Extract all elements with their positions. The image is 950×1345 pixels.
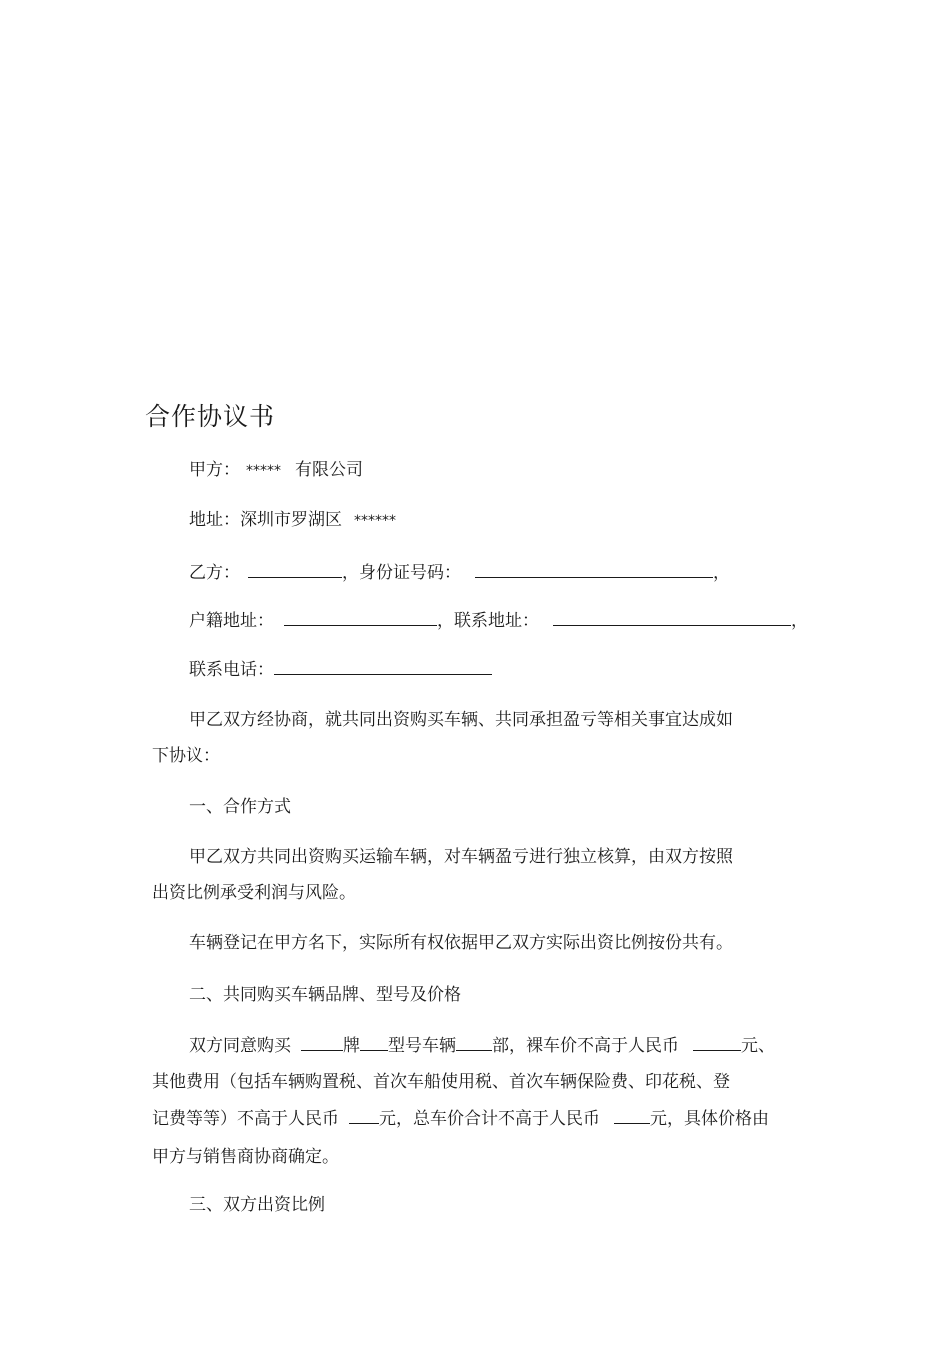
contact-address-label: 联系地址：	[454, 611, 539, 631]
party-b-label: 乙方：	[189, 563, 240, 583]
party-a-label: 甲方：	[189, 460, 240, 480]
party-a-name-suffix: 有限公司	[295, 460, 363, 480]
section-2-line-1	[189, 1034, 775, 1057]
address-label: 地址：	[189, 510, 240, 530]
address-mask: ******	[354, 513, 396, 529]
phone-blank[interactable]	[274, 658, 492, 675]
fees-text-c: 元，具体价格由	[650, 1109, 769, 1129]
household-sep: ，	[437, 611, 454, 631]
section-3-heading: 三、双方出资比例	[189, 1195, 325, 1215]
total-price-blank[interactable]	[614, 1107, 650, 1124]
party-b-line	[189, 561, 730, 584]
intro-line-2: 下协议：	[152, 746, 220, 766]
household-line	[189, 609, 808, 632]
purchase-text-e: 元、	[741, 1036, 775, 1056]
section-2-line-2: 其他费用（包括车辆购置税、首次车船使用税、首次车辆保险费、印花税、登	[152, 1072, 730, 1092]
section-1-para1-line1: 甲乙双方共同出资购买运输车辆，对车辆盈亏进行独立核算，由双方按照	[189, 847, 733, 867]
purchase-text-b: 牌	[343, 1036, 360, 1056]
bare-price-blank[interactable]	[693, 1034, 741, 1051]
purchase-text-d: 部，裸车价不高于人民币	[492, 1036, 679, 1056]
brand-blank[interactable]	[301, 1034, 343, 1051]
phone-line	[189, 658, 492, 681]
section-1-heading: 一、合作方式	[189, 797, 291, 817]
address-value: 深圳市罗湖区	[240, 510, 342, 530]
party-b-name-blank[interactable]	[248, 561, 342, 578]
document-title: 合作协议书	[145, 402, 276, 431]
household-blank[interactable]	[284, 609, 437, 626]
fees-text-b: 元，总车价合计不高于人民币	[379, 1109, 600, 1129]
model-blank[interactable]	[360, 1034, 388, 1051]
contact-address-sep: ，	[791, 611, 808, 631]
fees-text-a: 记费等等）不高于人民币	[152, 1109, 339, 1129]
section-2-line-3	[152, 1107, 769, 1130]
section-1-para1-line2: 出资比例承受利润与风险。	[152, 883, 356, 903]
other-fees-blank[interactable]	[349, 1107, 379, 1124]
party-b-sep: ，	[342, 563, 359, 583]
purchase-text-a: 双方同意购买	[189, 1036, 291, 1056]
party-a-line	[189, 459, 363, 482]
phone-label: 联系电话：	[189, 660, 274, 680]
purchase-text-c: 型号车辆	[388, 1036, 456, 1056]
party-b-id-blank[interactable]	[475, 561, 713, 578]
contact-address-blank[interactable]	[553, 609, 791, 626]
section-2-line-4: 甲方与销售商协商确定。	[152, 1147, 339, 1167]
party-a-address-line	[189, 509, 396, 532]
section-2-heading: 二、共同购买车辆品牌、型号及价格	[189, 985, 461, 1005]
intro-line-1: 甲乙双方经协商，就共同出资购买车辆、共同承担盈亏等相关事宜达成如	[189, 710, 733, 730]
party-b-id-label: 身份证号码：	[359, 563, 461, 583]
quantity-blank[interactable]	[456, 1034, 492, 1051]
household-label: 户籍地址：	[189, 611, 274, 631]
section-1-para2: 车辆登记在甲方名下，实际所有权依据甲乙双方实际出资比例按份共有。	[189, 933, 733, 953]
party-b-id-sep: ，	[713, 563, 730, 583]
party-a-name-mask: *****	[246, 463, 281, 479]
